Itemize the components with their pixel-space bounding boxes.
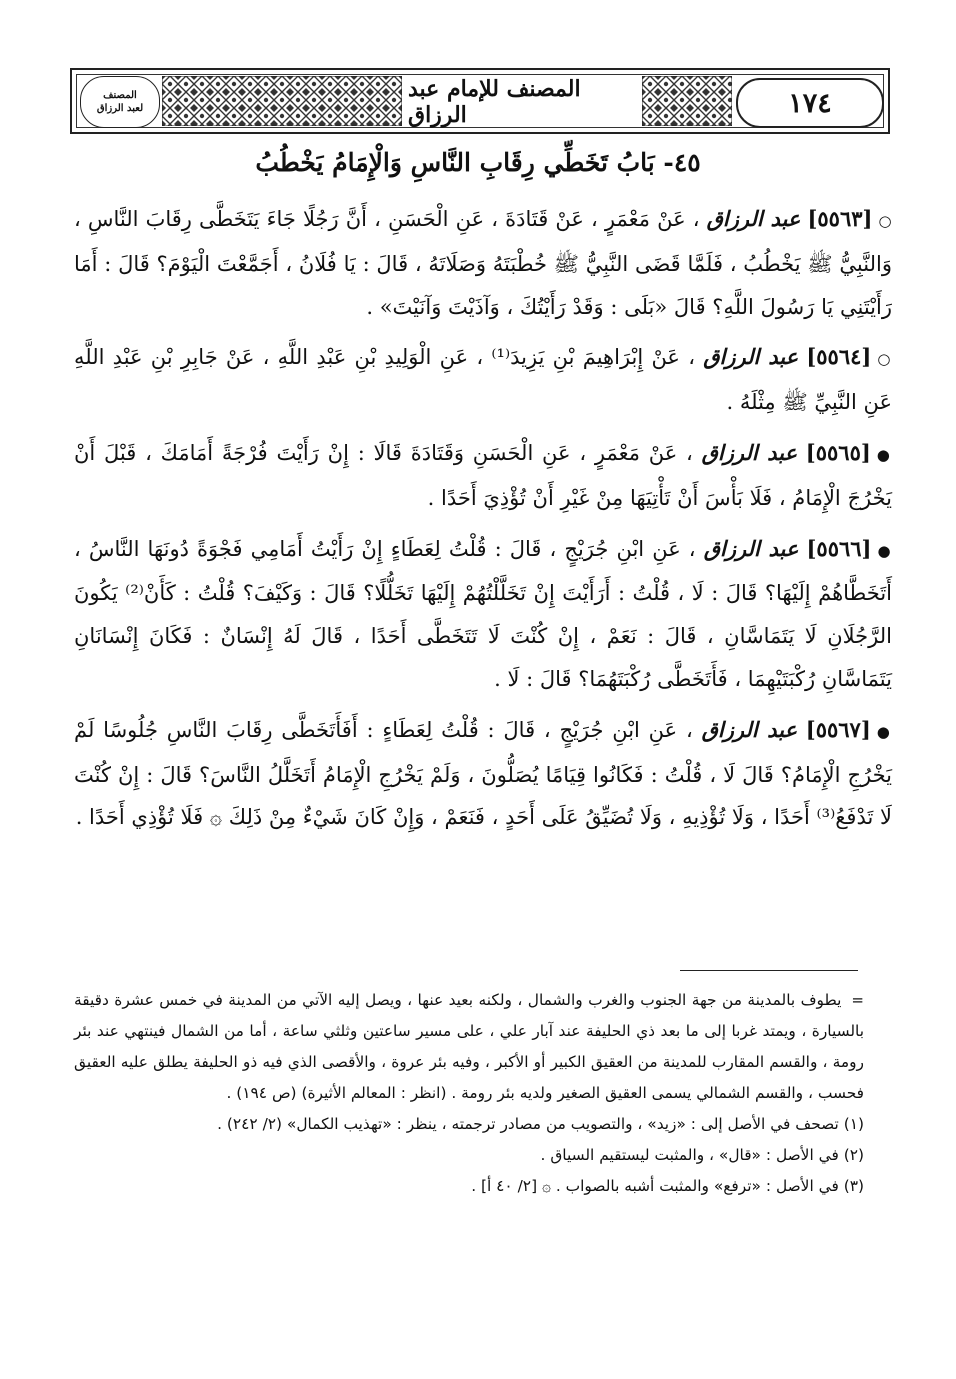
continuation-marker: = xyxy=(851,991,864,1009)
header-ornament-right xyxy=(642,76,732,126)
hadith-text: ، عَنِ ابْنِ جُرَيْجٍ ، قَالَ : قُلْتُ لِعَطَاءٍ : أَفَأَتَخَطَّى رِقَابَ النَّاسِ جُلُوسًا لَمْ يَخْرُجِ الْإِمَامُ؟ قَالَ لَا ، قُلْتُ : فَكَانُوا قِيَامًا يُصَلُّونَ ، وَلَمْ يَخْرُجِ الْإِمَامُ أَتَخَلَّلُ النَّاسَ؟ قَالَ : إِنْ كُنْتَ لَا تَدْفَعُ⁽³⁾ أَحَدًا ، وَلَا تُؤْذِيهِ ، وَلَا تُضَيِّقُ عَلَى أَحَدٍ ، فَنَعَمْ ، وَإِنْ كَانَ شَيْءٌ مِنْ ذَلِكَ ۞ فَلَا تُؤْذِي أَحَدًا . xyxy=(74,717,892,830)
hadith-author: عبد الرزاق xyxy=(706,206,801,231)
hadith-number: [٥٥٦٧] xyxy=(805,716,871,742)
hadith-author: عبد الرزاق xyxy=(701,716,797,742)
hadith-text: ، عَنِ ابْنِ جُرَيْجٍ ، قَالَ : قُلْتُ لِعَطَاءٍ إِنْ رَأَيْتُ أَمَامِي فَجْوَةً دُونَهَا النَّاسُ ، أَتَخَطَّاهُمْ إِلَيْهَا؟ قَالَ : لَا ، قُلْتُ : أَرَأَيْتَ إِنْ تَخَلَّلْتُهُمْ إِلَيْهَا تَخَلُّلًا؟ قَالَ : وَكَيْفَ؟ قُلْتُ : كَأَنْ⁽²⁾ يَكُونَ الرَّجُلَانِ لَا يَتَمَاسَّانِ ، قَالَ : نَعَمْ ، إِنْ كُنْتَ لَا تَتَخَطَّى أَحَدًا ، قَالَ لَهُ إِنْسَانٌ : فَكَانَ إِنْسَانَانِ يَتَمَاسَّانِ رُكْبَتَيْهِمَا ، فَأَتَخَطَّى رُكْبَتَهُمَا؟ قَالَ : لَا . xyxy=(74,536,893,691)
hadith-number: [٥٥٦٤] xyxy=(806,344,872,370)
hadith-marker: ● xyxy=(876,722,892,741)
page-header xyxy=(70,68,890,134)
footnote-divider xyxy=(680,970,858,971)
hadith-text: ، عَنْ مَعْمَرٍ ، عَنِ الْحَسَنِ وَقَتَادَةَ قَالَا : إِنْ رَأَيْتَ فُرْجَةً أَمَامَكَ ، قَبْلَ أَنْ يَخْرُجَ الْإِمَامُ ، فَلَا بَأْسَ أَنْ تَأْتِيَهَا مِنْ غَيْرِ أَنْ تُؤْذِيَ أَحَدًا . xyxy=(74,440,892,510)
continuation-text: يطوف بالمدينة من جهة الجنوب والغرب والشمال ، ولكنه بعيد عنها ، ويصل إليه الآتي من المدينة في خمس عشرة دقيقة بالسيارة ، ويمتد غربا إلى ما بعد ذي الحليفة عند آبار علي ، على مسير ساعتين وثلثي ساعة ، أما من الشمال فينتهي عند بئر رومة ، والقسم المقارب للمدينة من العقيق الكبير أو الأكبر ، وفيه بئر عروة ، والأقصى الذي فيه ذو الحليفة يطلق عليه العقيق فحسب ، والقسم الشمالي يسمى العقيق الصغير ولديه بئر رومة . (انظر : المعالم الأثيرة) (ص ١٩٤) . xyxy=(74,991,864,1102)
hadith-marker: ○ xyxy=(877,350,892,369)
logo-line-1: المصنف xyxy=(103,90,137,101)
footnote-1: (١) تصحف في الأصل إلى : «زيد» ، والتصويب من مصادر ترجمته ، ينظر : «تهذيب الكمال» (٢/ ٢٤٢) . xyxy=(217,1115,864,1133)
hadith-list xyxy=(74,198,892,847)
footnotes xyxy=(74,985,864,1202)
hadith-author: عبد الرزاق xyxy=(703,535,799,561)
hadith-text: ، عَنْ مَعْمَرٍ ، عَنْ قَتَادَةَ ، عَنِ الْحَسَنِ ، أَنَّ رَجُلًا جَاءَ يَتَخَطَّى رِقَابَ النَّاسِ ، وَالنَّبِيُّ ﷺ يَخْطُبُ ، فَلَمَّا قَضَى النَّبِيُّ ﷺ خُطْبَتَهُ وَصَلَاتَهُ ، قَالَ : يَا فُلَانُ ، أَجَمَّعْتَ الْيَوْمَ؟ قَالَ : أَمَا رَأَيْتَنِي يَا رَسُولَ اللَّهِ؟ قَالَ «بَلَى : وَقَدْ رَأَيْتُكَ ، وَآذَيْتَ وَآنَيْتَ» . xyxy=(74,207,892,319)
hadith-author: عبد الرزاق xyxy=(703,344,799,370)
hadith-5565 xyxy=(74,432,892,520)
hadith-5563 xyxy=(74,198,892,328)
hadith-number: [٥٥٦٦] xyxy=(806,535,872,561)
logo-line-2: لعبد الرزاق xyxy=(96,103,144,114)
footnote-2: (٢) في الأصل : «قال» ، والمثبت ليستقيم السياق . xyxy=(540,1146,864,1164)
hadith-author: عبد الرزاق xyxy=(701,439,798,465)
hadith-text: ، عَنْ إِبْرَاهِيمَ بْنِ يَزِيدَ⁽¹⁾ ، عَنِ الْوَلِيدِ بْنِ عَبْدِ اللَّهِ ، عَنْ جَابِرِ بْنِ عَبْدِ اللَّهِ عَنِ النَّبِيِّ ﷺ مِثْلَهُ . xyxy=(74,345,892,415)
hadith-5566 xyxy=(74,528,892,701)
page-number: ١٧٤ xyxy=(736,78,884,128)
footnote-continuation xyxy=(74,985,864,1109)
running-title: المصنف للإمام عبد الرزاق xyxy=(408,78,640,126)
hadith-marker: ○ xyxy=(878,212,892,230)
hadith-marker: ● xyxy=(876,445,892,464)
footnote-3: (٣) في الأصل : «ترفع» والمثبت أشبه بالصواب . ۞ [٢/ ٤٠ أ] . xyxy=(471,1177,864,1195)
hadith-number: [٥٥٦٥] xyxy=(805,439,871,465)
book-logo xyxy=(80,76,160,128)
hadith-number: [٥٥٦٣] xyxy=(807,206,873,231)
hadith-5567 xyxy=(74,709,892,839)
chapter-heading: ٤٥- بَابُ تَخَطِّي رِقَابِ النَّاسِ وَالْإِمَامُ يَخْطُبُ xyxy=(255,148,701,177)
hadith-marker: ● xyxy=(877,541,892,560)
hadith-5564 xyxy=(74,336,892,424)
header-ornament-left xyxy=(162,76,402,126)
